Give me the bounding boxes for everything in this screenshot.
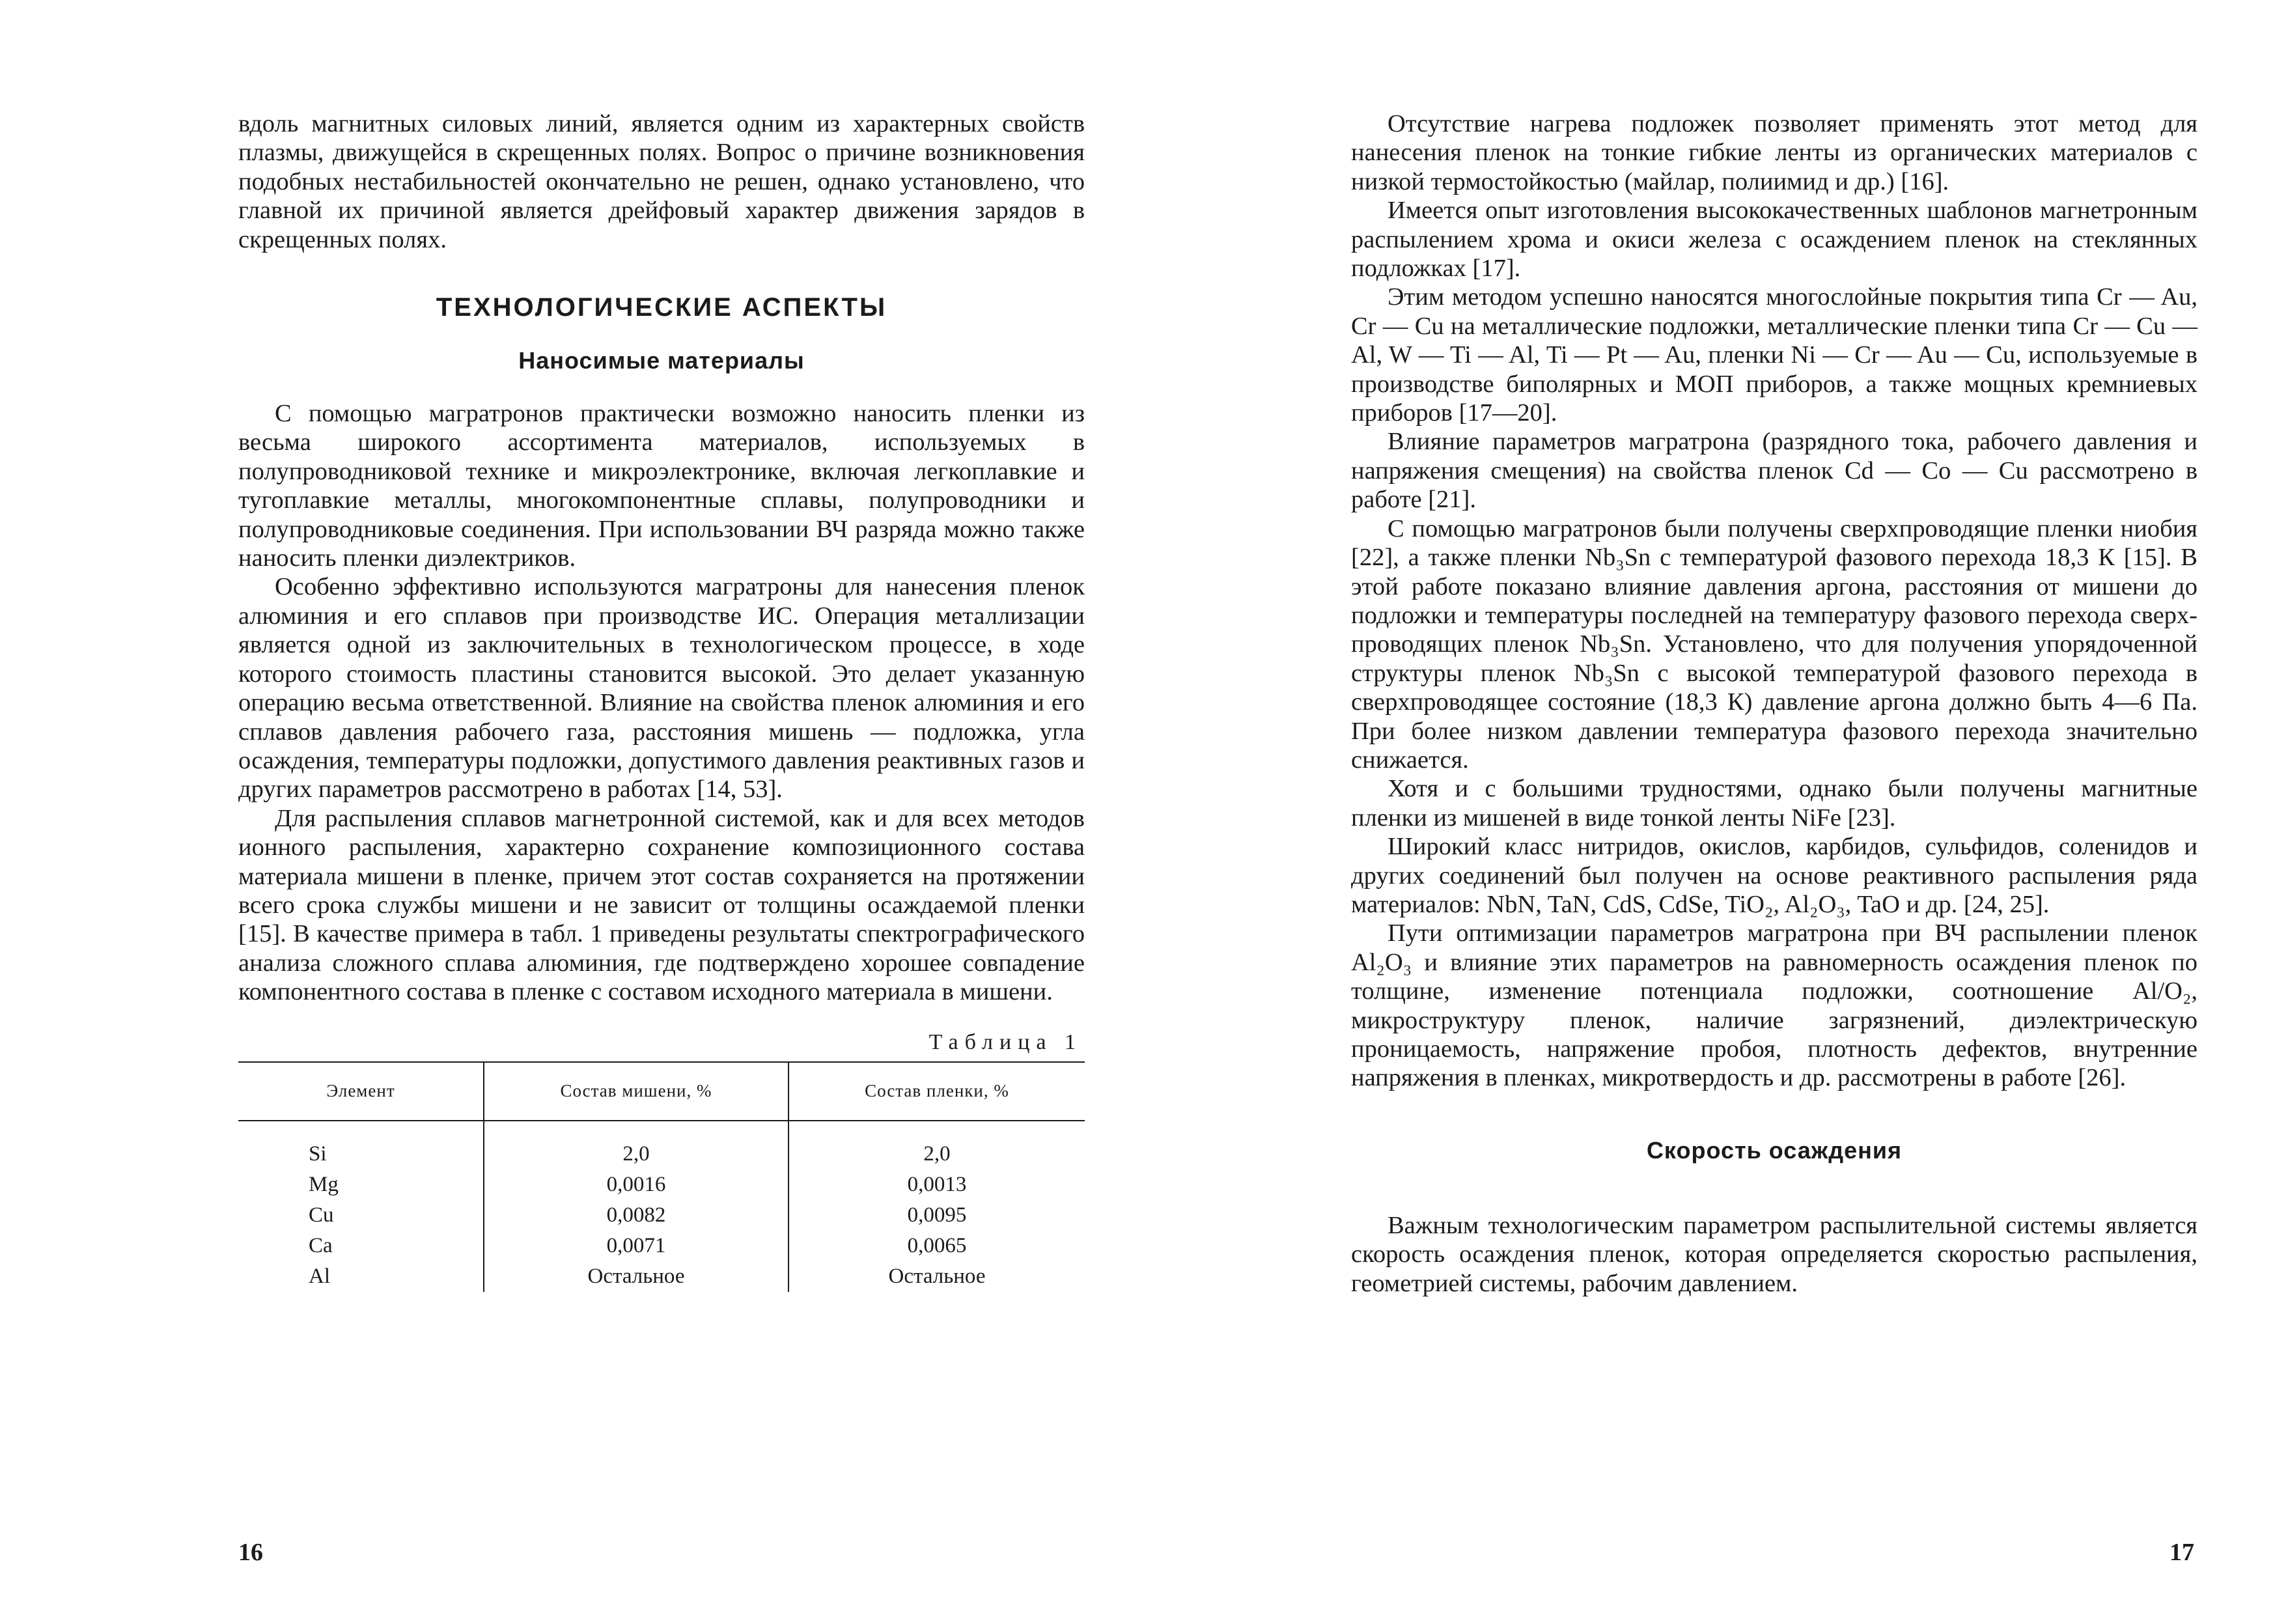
- paragraph: С помощью магратронов были получены сверхпроводящие пленки ниобия [22], а также пленки Nb₃Sn с температурой фазового перехода 18,3 К [15]. В этой работе показано влияние давления аргона, расстояния от мишени до подложки и температуры последней на температуру фазового перехода сверхпроводящих пленок Nb₃Sn. Установлено, что для получения упорядоченной структуры пленок Nb₃Sn с высокой температурой фазового перехода в сверхпроводящее состояние (18,3 К) давление аргона должно быть 4—6 Па. При более низком давлении температура фазового перехода значительно снижается.: [1351, 514, 2197, 774]
- table-row: [238, 1231, 1085, 1261]
- right-column: [1351, 109, 2197, 1298]
- paragraph: вдоль магнитных силовых линий, является одним из характерных свойств плазмы, движущейся в скрещенных полях. Вопрос о причине возникновения подобных нестабильностей окончательно не решен, однако установлено, что главной их причиной является дрейфовый характер движения зарядов в скрещенных полях.: [238, 110, 1085, 253]
- left-column: [238, 109, 1085, 1292]
- paragraph: Этим методом успешно наносятся многослойные покрытия типа Cr — Au, Cr — Cu на металлические подложки, металлические пленки типа Cr — Cu — Al, W — Ti — Al, Ti — Pt — Au, пленки Ni — Cr — Au — Cu, используемые в производстве биполярных и МОП приборов, а также мощных кремниевых приборов [17—20].: [1351, 283, 2197, 427]
- table-header-row: [238, 1062, 1085, 1121]
- column-header-film: Состав пленки, %: [788, 1062, 1085, 1121]
- cell-element: Ca: [309, 1233, 333, 1257]
- paragraph: Отсутствие нагрева подложек позволяет применять этот метод для нанесения пленок на тонкие гибкие ленты из органических материалов с низкой термостойкостью (майлар, полиимид и др.) [16].: [1351, 110, 2197, 195]
- paragraph: Важным технологическим параметром распылительной системы является скорость осаждения пленок, которая определяется скоростью распыления, геометрией системы, рабочим давлением.: [1351, 1211, 2197, 1297]
- cell-film: 0,0065: [788, 1231, 1085, 1261]
- composition-table: [238, 1061, 1085, 1292]
- table-caption: Таблица 1: [928, 1029, 1082, 1054]
- section-heading: ТЕХНОЛОГИЧЕСКИЕ АСПЕКТЫ: [436, 293, 887, 322]
- cell-film: 2,0: [788, 1121, 1085, 1169]
- paragraph: Влияние параметров магратрона (разрядного тока, рабочего давления и напряжения смещения) на свойства пленок Cd — Co — Cu рассмотрено в работе [21].: [1351, 428, 2197, 514]
- paragraph: Особенно эффективно используются магратроны для нанесения пленок алюминия и его сплавов при производстве ИС. Операция металлизации является одной из заключительных в технологическом процессе, в ходе которого стоимость пластины становится высокой. Это делает указанную операцию весьма ответственной. Влияние на свойства пленок алюминия и его сплавов давления рабочего газа, расстояния мишень — подложка, угла осаждения, температуры подложки, допустимого давления реактивных газов и других параметров рассмотрено в работах [14, 53].: [238, 573, 1085, 804]
- table-row: [238, 1121, 1085, 1169]
- column-header-target: Состав мишени, %: [484, 1062, 788, 1121]
- cell-element: Cu: [309, 1203, 334, 1227]
- cell-target: 0,0016: [484, 1169, 788, 1200]
- table-row: [238, 1169, 1085, 1200]
- cell-target: Остальное: [484, 1261, 788, 1292]
- paragraph: Широкий класс нитридов, окислов, карбидов, сульфидов, соленидов и других соединений был получен на основе реактивного распыления ряда материалов: NbN, TaN, CdS, CdSe, TiO₂, Al₂O₃, TaO и др. [24, 25].: [1351, 833, 2197, 918]
- cell-film: 0,0013: [788, 1169, 1085, 1200]
- cell-film: 0,0095: [788, 1200, 1085, 1231]
- right-page: [1144, 0, 2288, 1624]
- paragraph: Пути оптимизации параметров магратрона при ВЧ распылении пленок Al₂O₃ и влияние этих параметров на равномерность осаждения пленок по толщине, изменение потенциала подложки, соотношение Al/O₂, микроструктуру пленок, наличие загрязнений, диэлектрическую проницаемость, напряжение пробоя, плотность дефектов, внутренние напряжения в пленках, микротвердость и др. рассмотрены в работе [26].: [1351, 919, 2197, 1092]
- page-number-right: 17: [2169, 1539, 2194, 1566]
- cell-target: 0,0082: [484, 1200, 788, 1231]
- page-number-left: 16: [238, 1539, 263, 1566]
- table-row: [238, 1261, 1085, 1292]
- column-header-element: Элемент: [238, 1062, 484, 1121]
- paragraph: С помощью магратронов практически возможно наносить пленки из весьма широкого ассортимента материалов, используемых в полупроводниковой технике и микроэлектронике, включая легкоплавкие и тугоплавкие металлы, многокомпонентные сплавы, полупроводники и полупроводниковые соединения. При использовании ВЧ разряда можно также наносить пленки диэлектриков.: [238, 400, 1085, 572]
- subheading-materials: Наносимые материалы: [518, 347, 805, 374]
- cell-element: Si: [309, 1141, 327, 1166]
- paragraph: Имеется опыт изготовления высококачественных шаблонов магнетронным распылением хрома и окиси железа с осаждением пленок на стеклянных подложках [17].: [1351, 197, 2197, 283]
- paragraph: Хотя и с большими трудностями, однако были получены магнитные пленки из мишеней в виде тонкой ленты NiFe [23].: [1351, 775, 2197, 832]
- paragraph: Для распыления сплавов магнетронной системой, как и для всех методов ионного распыления, характерно сохранение композиционного состава материала мишени в пленке, причем этот состав сохраняется на протяжении всего срока службы мишени и не зависит от толщины осаждаемой пленки [15]. В качестве примера в табл. 1 приведены результаты спектрографического анализа сложного сплава алюминия, где подтверждено хорошее совпадение компонентного состава в пленке с составом исходного материала в мишени.: [238, 804, 1085, 1006]
- cell-target: 0,0071: [484, 1231, 788, 1261]
- subheading-deposition-rate: Скорость осаждения: [1646, 1136, 1903, 1164]
- table-row: [238, 1200, 1085, 1231]
- cell-target: 2,0: [484, 1121, 788, 1169]
- cell-element: Al: [309, 1264, 330, 1288]
- cell-element: Mg: [309, 1172, 339, 1196]
- cell-film: Остальное: [788, 1261, 1085, 1292]
